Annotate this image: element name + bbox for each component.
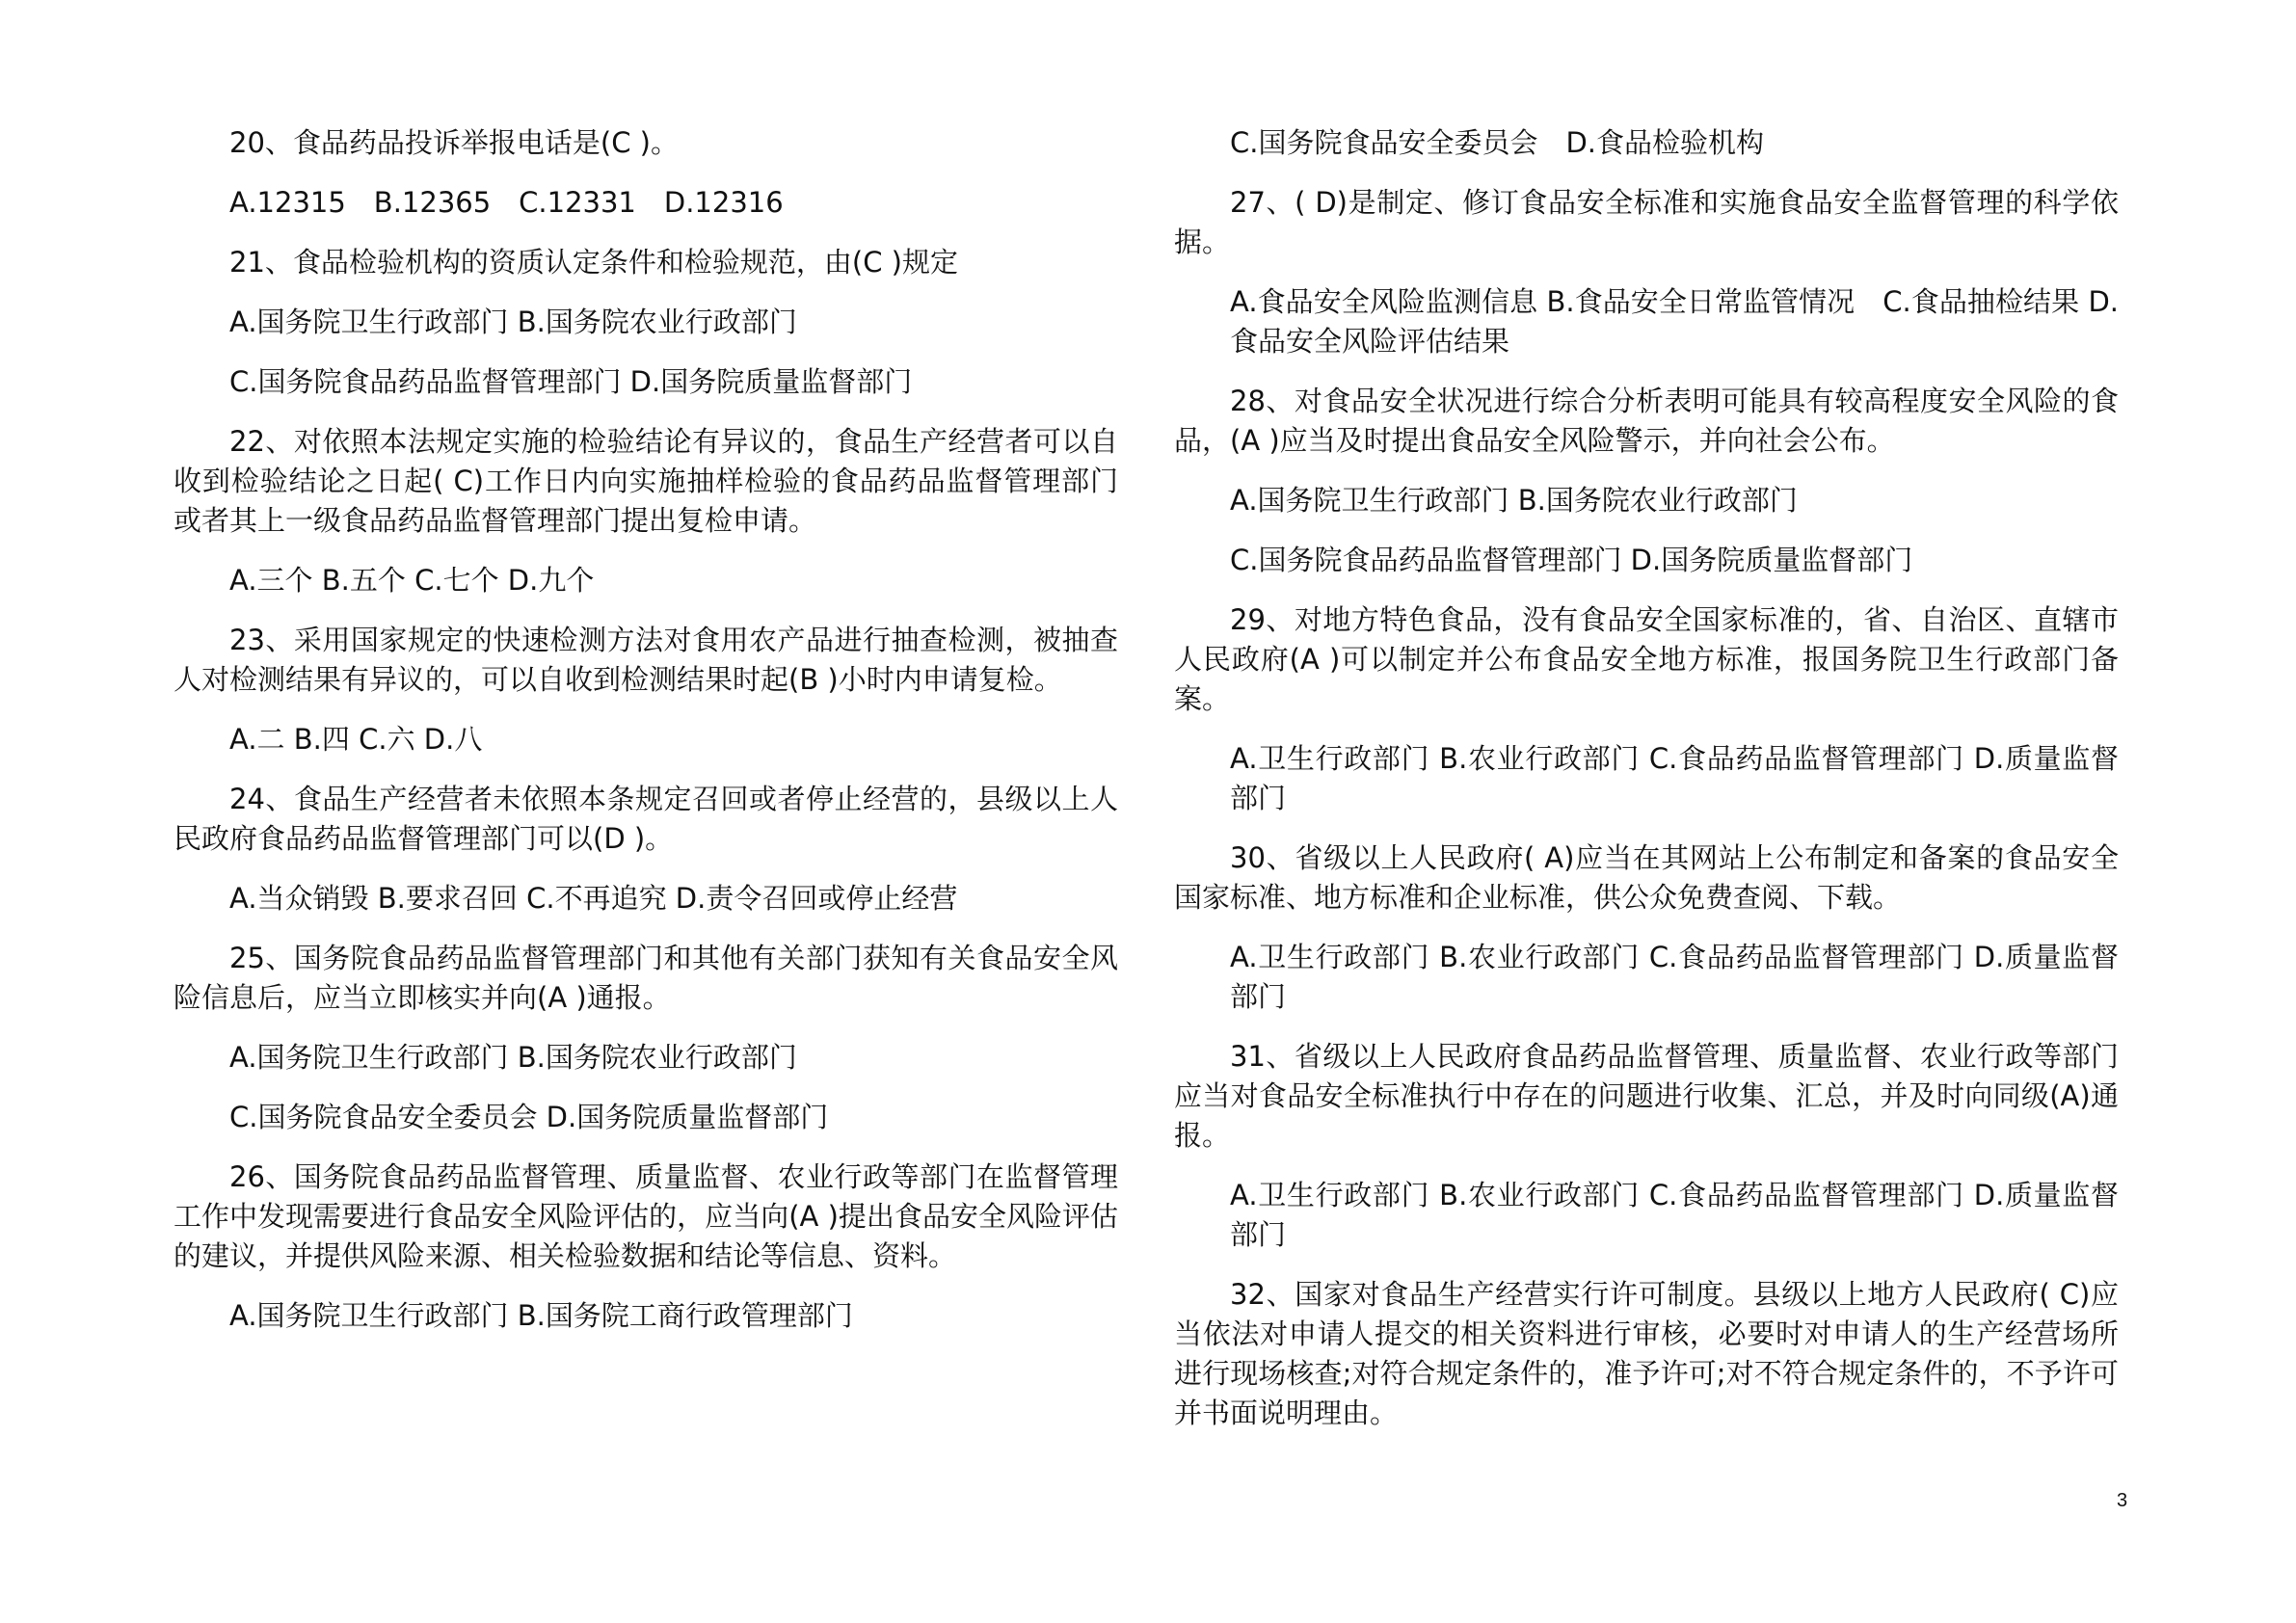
question-26: 26、国务院食品药品监督管理、质量监督、农业行政等部门在监督管理工作中发现需要进行食品安全风险评估的，应当向(A )提出食品安全风险评估的建议，并提供风险来源、相关检验数据和结论等信息、资料。 (174, 1160, 1118, 1272)
question-20: 20、食品药品投诉举报电话是(C )。 (229, 126, 679, 159)
options-21-ab: A.国务院卫生行政部门 B.国务院农业行政部门 (229, 306, 797, 338)
options-25-ab: A.国务院卫生行政部门 B.国务院农业行政部门 (229, 1041, 797, 1074)
question-27: 27、( D)是制定、修订食品安全标准和实施食品安全监督管理的科学依据。 (1174, 186, 2119, 258)
options-26-cd: C.国务院食品安全委员会 D.食品检验机构 (1230, 126, 1765, 159)
question-31: 31、省级以上人民政府食品药品监督管理、质量监督、农业行政等部门应当对食品安全标准执行中存在的问题进行收集、汇总，并及时向同级(A)通报。 (1174, 1040, 2119, 1152)
options-24: A.当众销毁 B.要求召回 C.不再追究 D.责令召回或停止经营 (229, 882, 958, 915)
options-25-cd: C.国务院食品安全委员会 D.国务院质量监督部门 (229, 1101, 829, 1133)
options-22: A.三个 B.五个 C.七个 D.九个 (229, 564, 595, 597)
options-23: A.二 B.四 C.六 D.八 (229, 723, 483, 756)
question-32: 32、国家对食品生产经营实行许可制度。县级以上地方人民政府( C)应当依法对申请人提交的相关资料进行审核，必要时对申请人的生产经营场所进行现场核查;对符合规定条件的，准予许可;对不符合规定条件的，不予许可并书面说明理由。 (1174, 1278, 2119, 1429)
options-31: A.卫生行政部门 B.农业行政部门 C.食品药品监督管理部门 D.质量监督部门 (1230, 1179, 2119, 1251)
options-28-ab: A.国务院卫生行政部门 B.国务院农业行政部门 (1230, 484, 1798, 517)
options-30: A.卫生行政部门 B.农业行政部门 C.食品药品监督管理部门 D.质量监督部门 (1230, 941, 2119, 1013)
question-21: 21、食品检验机构的资质认定条件和检验规范，由(C )规定 (229, 246, 958, 279)
question-30: 30、省级以上人民政府( A)应当在其网站上公布制定和备案的食品安全国家标准、地方标准和企业标准，供公众免费查阅、下载。 (1174, 841, 2119, 914)
page-number: 3 (2117, 1490, 2128, 1511)
options-28-cd: C.国务院食品药品监督管理部门 D.国务院质量监督部门 (1230, 544, 1913, 576)
right-column (1174, 123, 2119, 1453)
options-21-cd: C.国务院食品药品监督管理部门 D.国务院质量监督部门 (229, 365, 913, 398)
question-23: 23、采用国家规定的快速检测方法对食用农产品进行抽查检测，被抽查人对检测结果有异议的，可以自收到检测结果时起(B )小时内申请复检。 (174, 624, 1118, 696)
question-25: 25、国务院食品药品监督管理部门和其他有关部门获知有关食品安全风险信息后，应当立即核实并向(A )通报。 (174, 942, 1118, 1014)
options-27: A.食品安全风险监测信息 B.食品安全日常监管情况 C.食品抽检结果 D.食品安全风险评估结果 (1230, 285, 2119, 358)
question-24: 24、食品生产经营者未依照本条规定召回或者停止经营的，县级以上人民政府食品药品监督管理部门可以(D )。 (174, 783, 1118, 855)
left-column (174, 123, 1118, 1356)
options-20: A.12315 B.12365 C.12331 D.12316 (229, 186, 784, 219)
question-22: 22、对依照本法规定实施的检验结论有异议的，食品生产经营者可以自收到检验结论之日起( C)工作日内向实施抽样检验的食品药品监督管理部门或者其上一级食品药品监督管理部门提出复检申请。 (174, 425, 1118, 537)
options-29: A.卫生行政部门 B.农业行政部门 C.食品药品监督管理部门 D.质量监督部门 (1230, 742, 2119, 814)
question-28: 28、对食品安全状况进行综合分析表明可能具有较高程度安全风险的食品，(A )应当及时提出食品安全风险警示，并向社会公布。 (1174, 385, 2119, 457)
options-26-ab: A.国务院卫生行政部门 B.国务院工商行政管理部门 (229, 1299, 853, 1332)
question-29: 29、对地方特色食品，没有食品安全国家标准的，省、自治区、直辖市人民政府(A )可以制定并公布食品安全地方标准，报国务院卫生行政部门备案。 (1174, 603, 2119, 715)
